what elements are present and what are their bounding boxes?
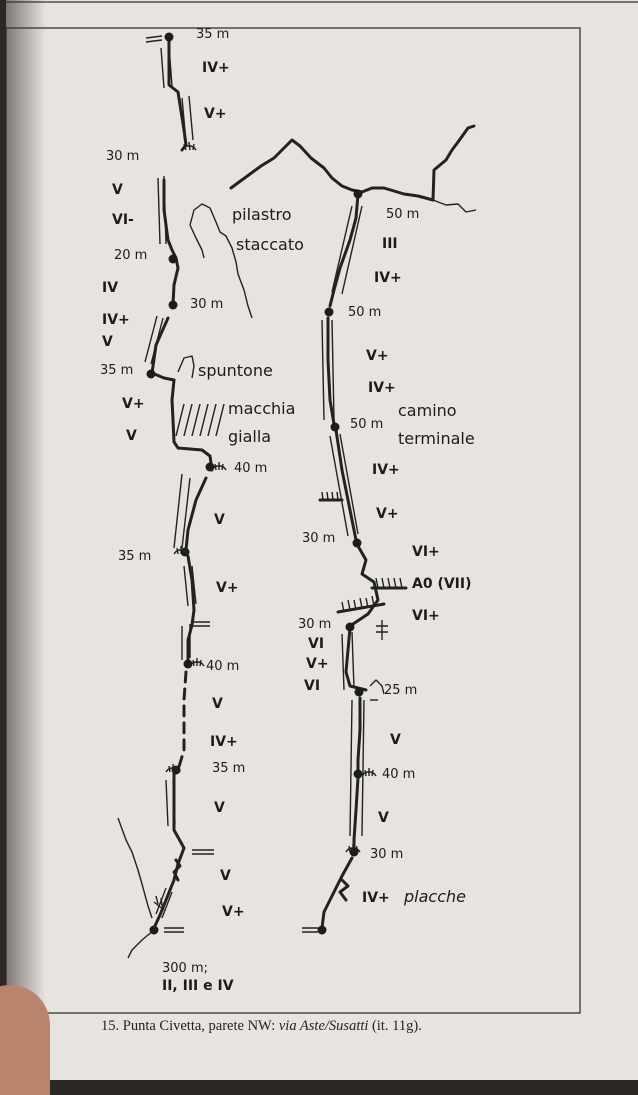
pitch-grade: V+ xyxy=(216,580,239,596)
belay-station xyxy=(169,255,178,264)
figure-frame xyxy=(6,28,580,1013)
spike-feature xyxy=(178,356,194,378)
pitch-grade: V+ xyxy=(376,506,399,522)
ledge-bump xyxy=(370,680,384,694)
pitch-grade: V+ xyxy=(222,904,245,920)
belay-stations xyxy=(147,33,364,935)
pitch-grade: V+ xyxy=(366,348,389,364)
left-route-segment-9 xyxy=(154,848,184,928)
belay-station xyxy=(355,688,364,697)
base-gully-left xyxy=(118,818,152,918)
belay-station xyxy=(150,926,159,935)
pitch-grade: V xyxy=(220,868,231,884)
left-route-segment-8 xyxy=(174,774,184,848)
pitch-grade: IV+ xyxy=(210,734,238,750)
pitch-grade: V+ xyxy=(122,396,145,412)
pitch-grade: V xyxy=(102,334,113,350)
pitch-length: 35 m xyxy=(212,761,246,776)
yellow-patch-hatching xyxy=(176,404,224,436)
pillar-label-line1: pilastro xyxy=(232,205,292,224)
right-route-segment-1 xyxy=(330,194,358,306)
pitch-grade: VI- xyxy=(112,212,134,228)
book-page xyxy=(6,0,638,1080)
right-route-segment-8 xyxy=(322,858,352,928)
belay-station xyxy=(325,308,334,317)
right-route-lightning xyxy=(340,880,348,900)
caption-route-name: via Aste/Susatti xyxy=(278,1018,369,1034)
pitch-length: 25 m xyxy=(384,683,418,698)
pitch-grade: IV+ xyxy=(202,60,230,76)
belay-station xyxy=(318,926,327,935)
pillar-outline-left xyxy=(190,225,204,258)
figure-caption xyxy=(101,1018,422,1035)
belay-station xyxy=(206,463,215,472)
pitch-length: 20 m xyxy=(114,248,148,263)
route-topo-diagram xyxy=(6,0,638,1080)
pitch-grade: VI+ xyxy=(412,608,440,624)
yellow-patch-label-line1: macchia xyxy=(228,399,296,418)
pitch-grade: III xyxy=(382,236,398,252)
pitch-grade: V xyxy=(214,512,225,528)
belay-station xyxy=(147,370,156,379)
spike-label: spuntone xyxy=(198,361,273,380)
pitch-grade: V xyxy=(126,428,137,444)
caption-prefix: 15. Punta Civetta, parete NW: xyxy=(101,1018,279,1034)
pitch-grade: IV xyxy=(102,280,119,296)
pitch-length: 35 m xyxy=(196,27,230,42)
pitch-length: 35 m xyxy=(100,363,134,378)
pitch-grade: V+ xyxy=(306,656,329,672)
left-route-lightning xyxy=(174,860,180,880)
left-route-segment-4 xyxy=(172,380,212,470)
pitch-length: 30 m xyxy=(298,617,332,632)
pitch-length: 40 m xyxy=(234,461,268,476)
base-snow-left xyxy=(128,930,154,958)
yellow-patch-label-line2: gialla xyxy=(228,427,272,446)
ridge-shoulder xyxy=(433,200,476,212)
pitch-length: 30 m xyxy=(106,149,140,164)
finger xyxy=(0,985,50,1095)
belay-station xyxy=(354,190,363,199)
belay-station xyxy=(354,770,363,779)
summit-ridge xyxy=(231,126,474,200)
pitch-grade: IV+ xyxy=(372,462,400,478)
belay-station xyxy=(331,423,340,432)
caption-suffix: (it. 11g). xyxy=(368,1018,422,1034)
base-length: 300 m; xyxy=(162,961,208,976)
chimney-label-line1: camino xyxy=(398,401,457,420)
pitch-grade: IV+ xyxy=(374,270,402,286)
right-route-start-ledge xyxy=(302,928,318,932)
base-grades: II, III e IV xyxy=(162,978,234,994)
right-route-segment-4 xyxy=(350,546,378,626)
right-route-segment-7 xyxy=(354,778,358,850)
right-route-segment-5 xyxy=(346,628,366,690)
pitch-grade: IV+ xyxy=(102,312,130,328)
pitch-length: 50 m xyxy=(348,305,382,320)
chimney-label-line2: terminale xyxy=(398,429,475,448)
pitch-length: 50 m xyxy=(350,417,384,432)
slabs-label: placche xyxy=(404,887,466,906)
pitch-length: 40 m xyxy=(206,659,240,674)
pitch-grade: IV+ xyxy=(362,890,390,906)
pitch-length: 50 m xyxy=(386,207,420,222)
pitch-grade: V xyxy=(112,182,123,198)
pitch-grade: VI xyxy=(308,636,325,652)
pitch-length: 35 m xyxy=(118,549,152,564)
pitch-grade: V xyxy=(390,732,401,748)
belay-station xyxy=(169,301,178,310)
pitch-grade: VI+ xyxy=(412,544,440,560)
belay-station xyxy=(165,33,174,42)
pitch-grade: IV+ xyxy=(368,380,396,396)
left-route-cracks xyxy=(145,46,196,918)
belay-station xyxy=(353,539,362,548)
pitch-grade: VI xyxy=(304,678,321,694)
pitch-grade: V xyxy=(378,810,389,826)
pitch-length: 30 m xyxy=(190,297,224,312)
belay-station xyxy=(346,623,355,632)
pitch-length: 40 m xyxy=(382,767,416,782)
right-route-segment-6 xyxy=(358,698,360,772)
pitch-grade: V xyxy=(214,800,225,816)
pitch-grade: V xyxy=(212,696,223,712)
piton-marker xyxy=(376,620,388,640)
left-route-segment-7 xyxy=(178,672,186,770)
left-route-segment-1 xyxy=(169,38,186,150)
pitch-grade: A0 (VII) xyxy=(412,576,472,592)
pitch-length: 30 m xyxy=(302,531,336,546)
pitch-length: 30 m xyxy=(370,847,404,862)
pillar-label-line2: staccato xyxy=(236,235,304,254)
pitch-grade: V+ xyxy=(204,106,227,122)
